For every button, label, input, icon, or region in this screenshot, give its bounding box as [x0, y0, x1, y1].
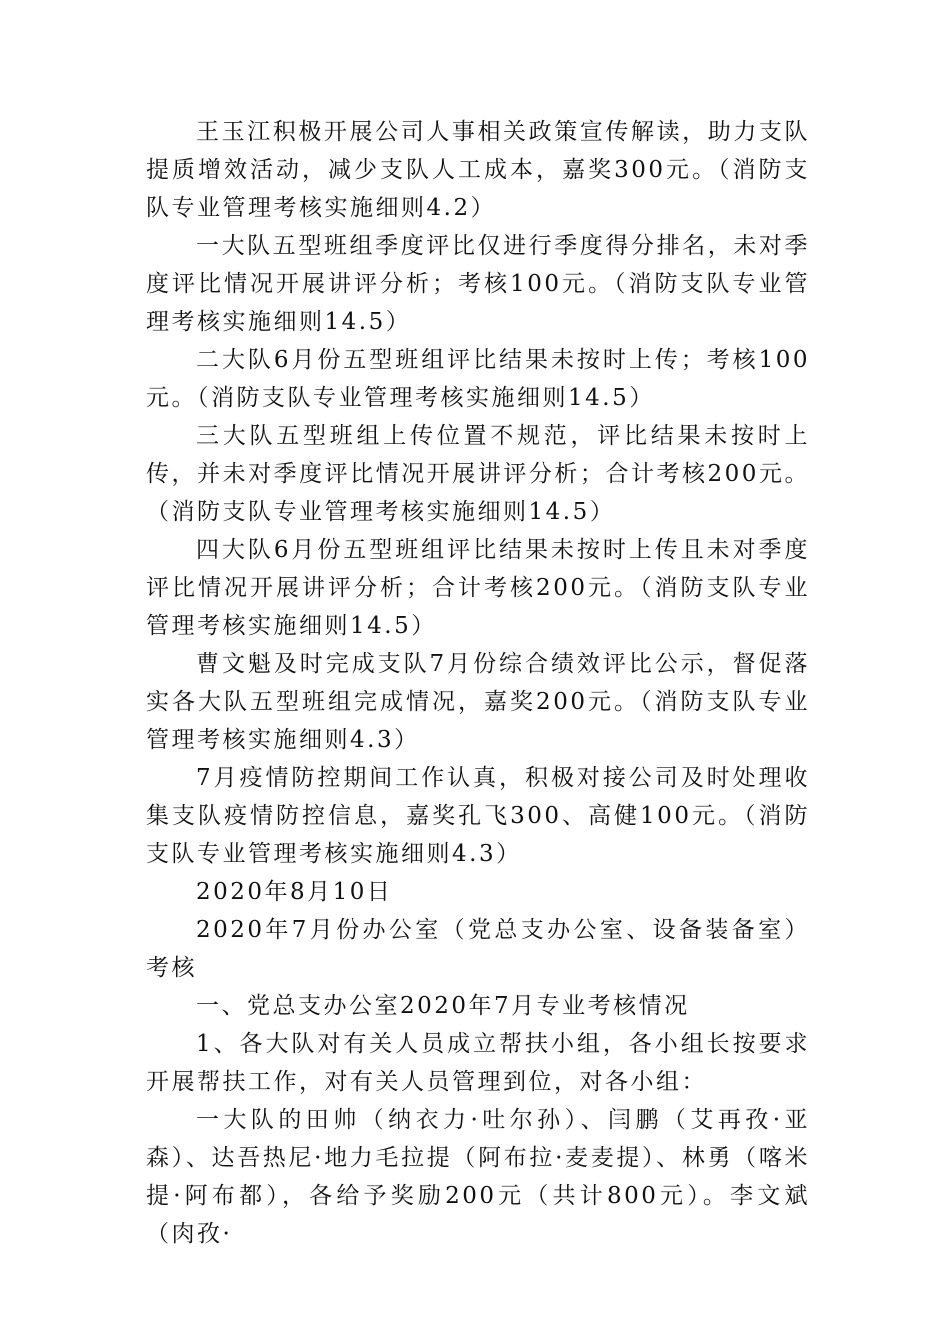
- document-body: [146, 113, 810, 1253]
- paragraph-wang-yujiang-award: 王玉江积极开展公司人事相关政策宣传解读，助力支队提质增效活动，减少支队人工成本，嘉奖300元。（消防支队专业管理考核实施细则4.2）: [146, 119, 810, 221]
- paragraph-first-brigade-assessment: 一大队五型班组季度评比仅进行季度得分排名，未对季度评比情况开展讲评分析；考核100元。（消防支队专业管理考核实施细则14.5）: [146, 233, 810, 335]
- paragraph-cao-wenkui-award: 曹文魁及时完成支队7月份综合绩效评比公示，督促落实各大队五型班组完成情况，嘉奖200元。（消防支队专业管理考核实施细则4.3）: [146, 651, 810, 753]
- section-heading-party-office: 一、党总支办公室2020年7月专业考核情况: [196, 993, 690, 1019]
- section-title: 2020年7月份办公室（党总支办公室、设备装备室）考核: [146, 917, 810, 981]
- paragraph-epidemic-award: 7月疫情防控期间工作认真，积极对接公司及时处理收集支队疫情防控信息，嘉奖孔飞300、高健100元。（消防支队专业管理考核实施细则4.3）: [146, 765, 810, 867]
- paragraph-second-brigade-assessment: 二大队6月份五型班组评比结果未按时上传；考核100元。（消防支队专业管理考核实施细则14.5）: [146, 347, 810, 411]
- paragraph-assistance-groups: 1、各大队对有关人员成立帮扶小组，各小组长按要求开展帮扶工作，对有关人员管理到位，对各小组：: [146, 1031, 810, 1095]
- paragraph-third-brigade-assessment: 三大队五型班组上传位置不规范，评比结果未按时上传，并未对季度评比情况开展讲评分析；合计考核200元。（消防支队专业管理考核实施细则14.5）: [146, 423, 810, 525]
- paragraph-first-brigade-awards: 一大队的田帅（纳衣力·吐尔孙）、闫鹏（艾再孜·亚森）、达吾热尼·地力毛拉提（阿布拉·麦麦提）、林勇（喀米提·阿布都），各给予奖励200元（共计800元）。李文斌（肉孜·: [146, 1107, 810, 1247]
- document-date: 2020年8月10日: [196, 879, 393, 905]
- paragraph-fourth-brigade-assessment: 四大队6月份五型班组评比结果未按时上传且未对季度评比情况开展讲评分析；合计考核200元。（消防支队专业管理考核实施细则14.5）: [146, 537, 810, 639]
